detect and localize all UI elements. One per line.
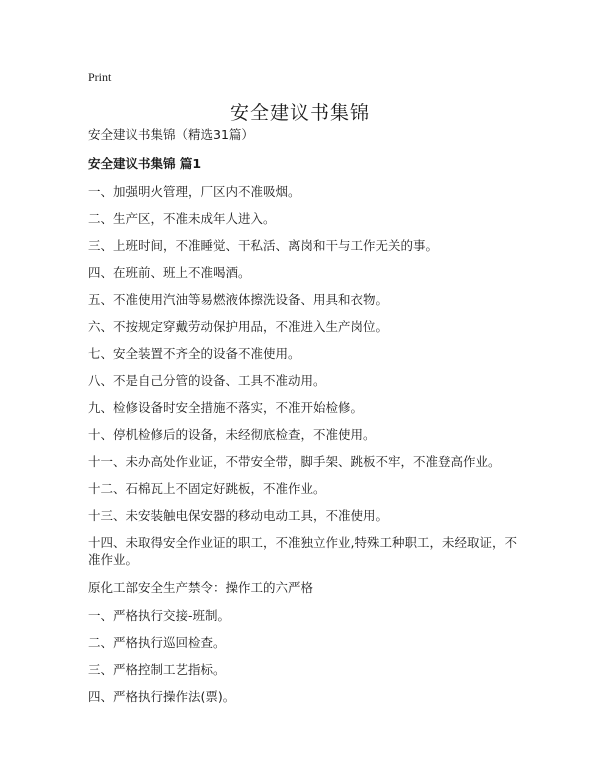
rule-item: 八、不是自己分管的设备、工具不准动用。 bbox=[88, 373, 326, 388]
strict-item: 三、严格控制工艺指标。 bbox=[88, 662, 226, 677]
rule-item: 一、加强明火管理，厂区内不准吸烟。 bbox=[88, 184, 301, 199]
rule-item: 五、不准使用汽油等易燃液体擦洗设备、用具和衣物。 bbox=[88, 292, 389, 307]
rule-item: 二、生产区，不准未成年人进入。 bbox=[88, 211, 276, 226]
rule-item: 十二、石棉瓦上不固定好跳板，不准作业。 bbox=[88, 481, 326, 496]
document-body bbox=[88, 126, 528, 715]
rule-item: 六、不按规定穿戴劳动保护用品，不准进入生产岗位。 bbox=[88, 319, 389, 334]
rule-item: 十、停机检修后的设备，未经彻底检查，不准使用。 bbox=[88, 427, 376, 442]
rule-item: 九、检修设备时安全措施不落实，不准开始检修。 bbox=[88, 400, 364, 415]
section-heading-six-strict: 原化工部安全生产禁令：操作工的六严格 bbox=[88, 580, 314, 595]
rule-item: 十四、未取得安全作业证的职工，不准独立作业,特殊工种职工，未经取证，不准作业。 bbox=[88, 535, 517, 567]
strict-item: 一、严格执行交接-班制。 bbox=[88, 608, 231, 623]
rule-item: 三、上班时间，不准睡觉、干私活、离岗和干与工作无关的事。 bbox=[88, 238, 439, 253]
page-title: 安全建议书集锦 bbox=[229, 102, 370, 124]
rule-item: 十三、未安装触电保安器的移动电动工具，不准使用。 bbox=[88, 508, 389, 523]
strict-item: 二、严格执行巡回检查。 bbox=[88, 635, 226, 650]
strict-item: 四、严格执行操作法(票)。 bbox=[88, 689, 236, 704]
rule-item: 四、在班前、班上不准喝酒。 bbox=[88, 265, 251, 280]
document-subtitle: 安全建议书集锦（精选31篇） bbox=[88, 127, 254, 142]
section-heading: 安全建议书集锦 篇1 bbox=[88, 156, 202, 171]
rule-item: 七、安全装置不齐全的设备不准使用。 bbox=[88, 346, 301, 361]
rule-item: 十一、未办高处作业证，不带安全带，脚手架、跳板不牢，不准登高作业。 bbox=[88, 454, 501, 469]
print-link[interactable]: Print bbox=[88, 70, 112, 84]
